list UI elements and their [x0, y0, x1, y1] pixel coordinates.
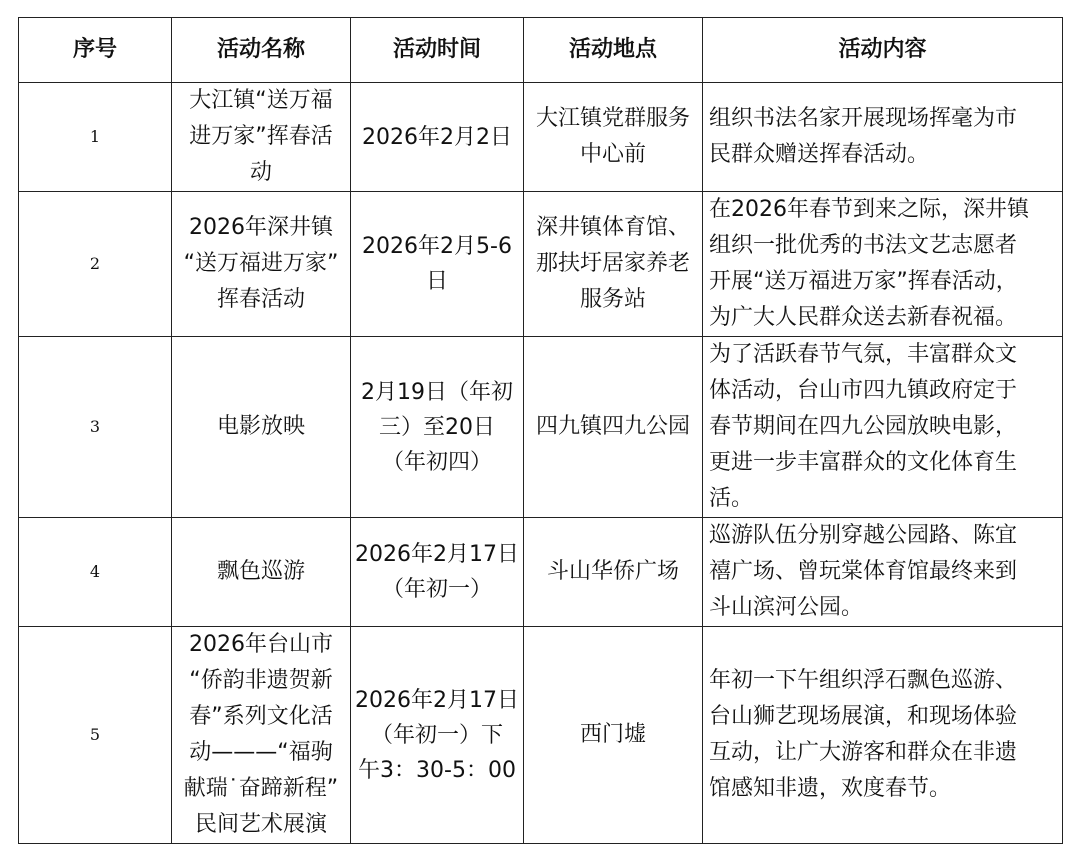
activity-table: [18, 17, 1063, 844]
activity-place-text: 深井镇体育馆、 那扶圩居家养老 服务站: [535, 215, 690, 312]
activity-place-text: 斗山华侨广场: [546, 559, 679, 584]
activity-place-text: 四九镇四九公园: [535, 414, 690, 439]
activity-name-text: 电影放映: [216, 414, 305, 439]
activity-place-text: 大江镇党群服务 中心前: [535, 106, 690, 167]
row-activity-time: [351, 83, 524, 192]
activity-content-text: 年初一下午组织浮石飘色巡游、 台山狮艺现场展演，和现场体验 互动，让广大游客和群众在非遗 馆感知非遗，欢度春节。: [709, 668, 1018, 801]
header-index: 序号: [19, 18, 172, 83]
row-activity-name: [172, 337, 351, 518]
row-activity-content: [703, 627, 1063, 844]
row-activity-time: [351, 192, 524, 337]
row-activity-name: [172, 192, 351, 337]
row-activity-place: [524, 627, 703, 844]
row-activity-name: [172, 518, 351, 627]
row-activity-place: [524, 337, 703, 518]
activity-content-text: 组织书法名家开展现场挥毫为市 民群众赠送挥春活动。: [709, 106, 1018, 167]
table-row: [19, 627, 1063, 844]
row-activity-content: [703, 192, 1063, 337]
row-activity-content: [703, 83, 1063, 192]
activity-time-text: 2026年2月17日 （年初一）下 午3：30-5：00: [355, 687, 519, 783]
row-activity-time: [351, 337, 524, 518]
activity-time-text: 2026年2月2日: [362, 124, 512, 150]
row-index: 5: [19, 627, 172, 844]
table-row: [19, 192, 1063, 337]
row-activity-name: [172, 83, 351, 192]
table-header-row: [19, 18, 1063, 83]
row-activity-place: [524, 83, 703, 192]
row-activity-time: [351, 518, 524, 627]
activity-name-text: 2026年深井镇 “送万福进万家” 挥春活动: [183, 215, 339, 312]
activity-name-text: 2026年台山市 “侨韵非遗贺新 春”系列文化活 动———“福驹 献瑞˙奋蹄新程” 民间艺术展演: [183, 632, 339, 837]
row-index: 3: [19, 337, 172, 518]
row-activity-content: [703, 337, 1063, 518]
header-activity-content: 活动内容: [703, 18, 1063, 83]
row-activity-place: [524, 192, 703, 337]
activity-content-text: 为了活跃春节气氛，丰富群众文 体活动，台山市四九镇政府定于 春节期间在四九公园放映电影， 更进一步丰富群众的文化体育生 活。: [709, 342, 1018, 511]
table-row: [19, 337, 1063, 518]
header-activity-place: 活动地点: [524, 18, 703, 83]
activity-place-text: 西门墟: [579, 722, 646, 747]
activity-name-text: 大江镇“送万福 进万家”挥春活 动: [189, 88, 333, 185]
activity-time-text: 2026年2月17日 （年初一）: [355, 542, 519, 602]
header-activity-time: 活动时间: [351, 18, 524, 83]
row-activity-time: [351, 627, 524, 844]
row-index: 4: [19, 518, 172, 627]
activity-time-text: 2026年2月5-6日: [362, 234, 512, 294]
activity-name-text: 飘色巡游: [216, 559, 305, 584]
table-row: [19, 518, 1063, 627]
header-activity-name: 活动名称: [172, 18, 351, 83]
table-row: [19, 83, 1063, 192]
row-index: 2: [19, 192, 172, 337]
activity-content-text: 巡游队伍分别穿越公园路、陈宜 禧广场、曾玩棠体育馆最终来到 斗山滨河公园。: [709, 523, 1018, 620]
row-activity-place: [524, 518, 703, 627]
row-index: 1: [19, 83, 172, 192]
activity-content-text: 在2026年春节到来之际，深井镇 组织一批优秀的书法文艺志愿者 开展“送万福进万家”挥春活动， 为广大人民群众送去新春祝福。: [709, 197, 1029, 330]
activity-time-text: 2月19日（年初 三）至20日 （年初四）: [361, 379, 513, 475]
row-activity-content: [703, 518, 1063, 627]
row-activity-name: [172, 627, 351, 844]
